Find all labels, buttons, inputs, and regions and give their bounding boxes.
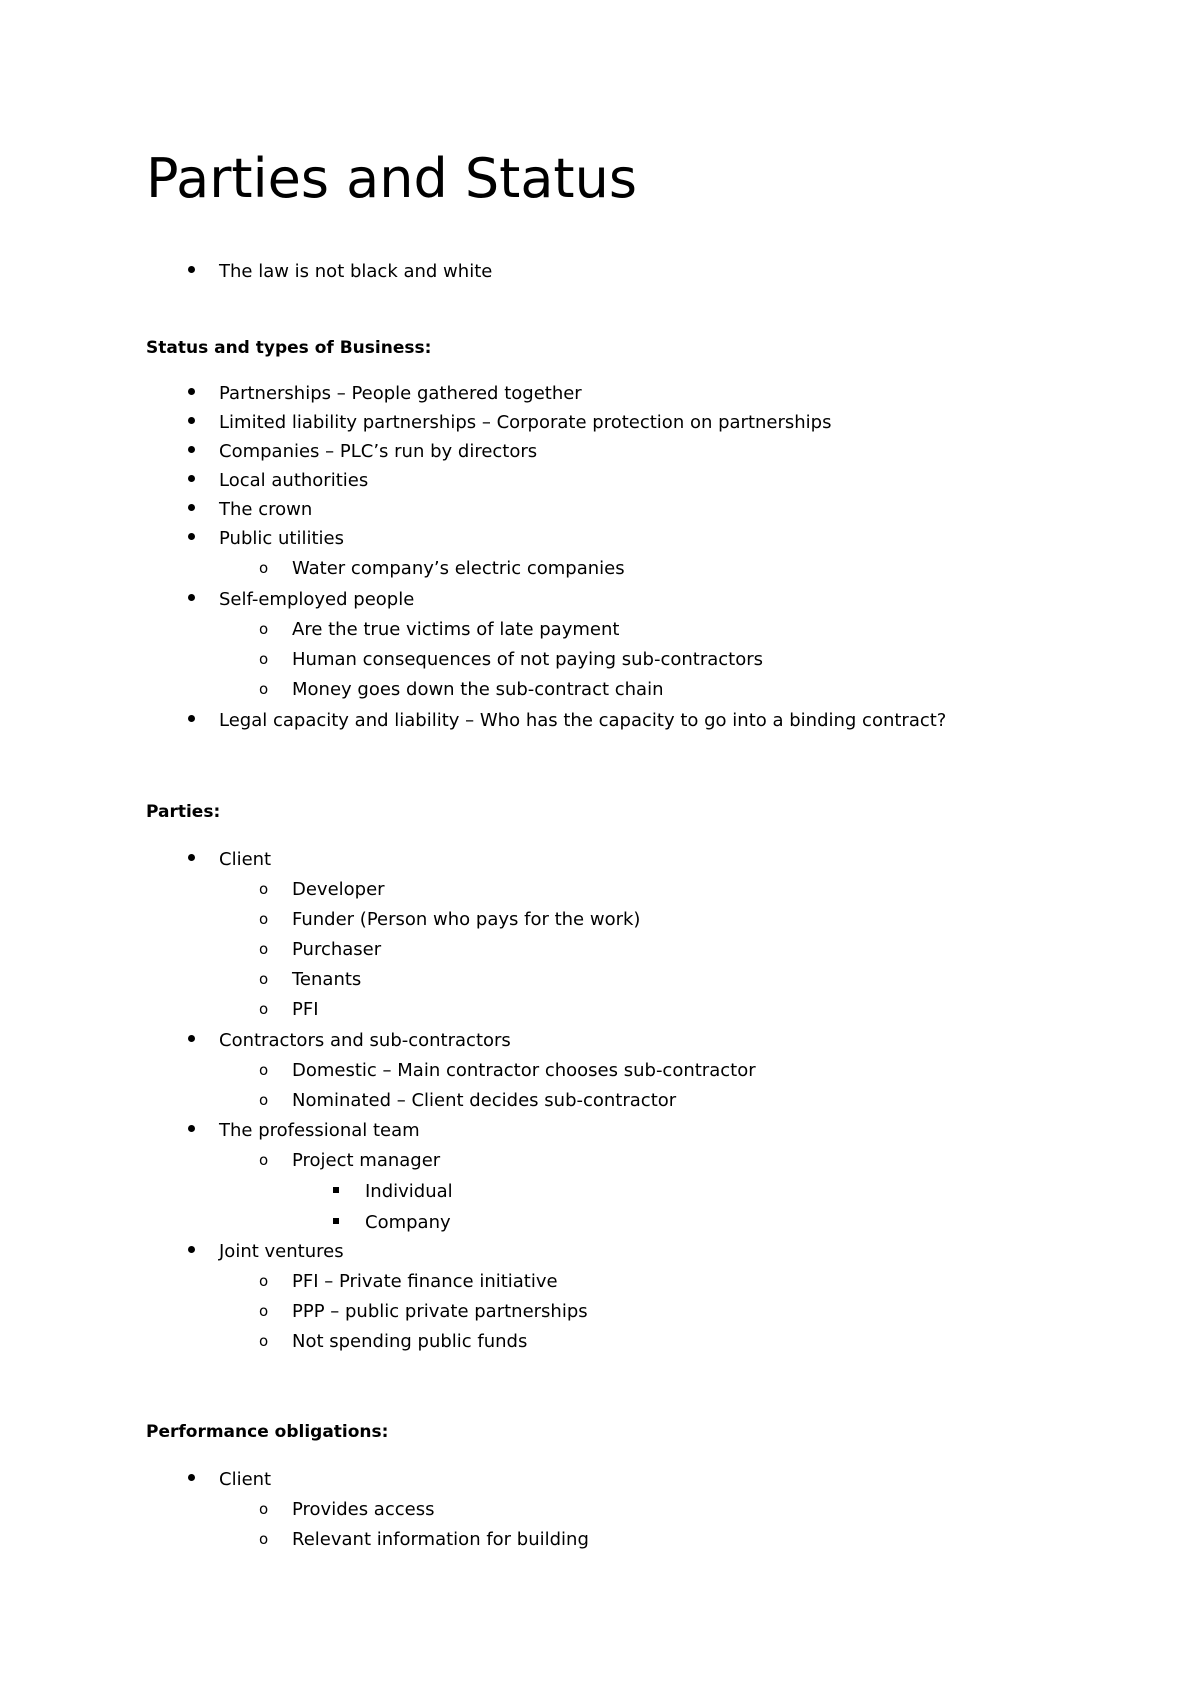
list-item: Domestic – Main contractor chooses sub-contractor xyxy=(292,1060,756,1081)
list-item: Contractors and sub-contractors xyxy=(219,1030,511,1051)
hollow-bullet-icon: o xyxy=(259,910,269,928)
bullet-icon xyxy=(188,533,195,540)
hollow-bullet-icon: o xyxy=(259,680,269,698)
hollow-bullet-icon: o xyxy=(259,1302,269,1320)
hollow-bullet-icon: o xyxy=(259,940,269,958)
list-item: PPP – public private partnerships xyxy=(292,1301,588,1322)
hollow-bullet-icon: o xyxy=(259,650,269,668)
hollow-bullet-icon: o xyxy=(259,970,269,988)
hollow-bullet-icon: o xyxy=(259,1272,269,1290)
list-item: Relevant information for building xyxy=(292,1529,589,1550)
list-item: Money goes down the sub-contract chain xyxy=(292,679,664,700)
bullet-icon xyxy=(188,1246,195,1253)
list-item: Provides access xyxy=(292,1499,435,1520)
list-item: Companies – PLC’s run by directors xyxy=(219,441,538,462)
bullet-icon xyxy=(188,475,195,482)
bullet-icon xyxy=(188,1474,195,1481)
hollow-bullet-icon: o xyxy=(259,880,269,898)
list-item: Funder (Person who pays for the work) xyxy=(292,909,641,930)
hollow-bullet-icon: o xyxy=(259,559,269,577)
hollow-bullet-icon: o xyxy=(259,1500,269,1518)
list-item: Tenants xyxy=(292,969,362,990)
list-item: Not spending public funds xyxy=(292,1331,528,1352)
list-item: The professional team xyxy=(219,1120,420,1141)
bullet-icon xyxy=(188,417,195,424)
list-item: Public utilities xyxy=(219,528,344,549)
bullet-icon xyxy=(188,446,195,453)
list-item: PFI – Private finance initiative xyxy=(292,1271,558,1292)
hollow-bullet-icon: o xyxy=(259,1151,269,1169)
list-item: Client xyxy=(219,1469,272,1490)
bullet-icon xyxy=(188,266,195,273)
list-item: Purchaser xyxy=(292,939,382,960)
bullet-icon xyxy=(188,715,195,722)
bullet-icon xyxy=(188,1125,195,1132)
bullet-icon xyxy=(188,1035,195,1042)
bullet-icon xyxy=(188,504,195,511)
list-item: Company xyxy=(365,1212,451,1233)
bullet-icon xyxy=(188,594,195,601)
list-item: The crown xyxy=(219,499,313,520)
list-item: Are the true victims of late payment xyxy=(292,619,620,640)
list-item: Partnerships – People gathered together xyxy=(219,383,582,404)
section-heading-parties: Parties: xyxy=(146,802,221,822)
hollow-bullet-icon: o xyxy=(259,620,269,638)
bullet-icon xyxy=(188,854,195,861)
list-item: Water company’s electric companies xyxy=(292,558,625,579)
list-item: Self-employed people xyxy=(219,589,415,610)
square-bullet-icon xyxy=(333,1187,339,1193)
list-item: Limited liability partnerships – Corporate protection on partnerships xyxy=(219,412,832,433)
intro-bullet: The law is not black and white xyxy=(219,261,493,282)
list-item: Project manager xyxy=(292,1150,441,1171)
list-item: Joint ventures xyxy=(219,1241,344,1262)
hollow-bullet-icon: o xyxy=(259,1530,269,1548)
list-item: Individual xyxy=(365,1181,453,1202)
page-title: Parties and Status xyxy=(146,147,637,210)
list-item: Client xyxy=(219,849,272,870)
bullet-icon xyxy=(188,388,195,395)
hollow-bullet-icon: o xyxy=(259,1000,269,1018)
list-item: Developer xyxy=(292,879,385,900)
list-item: Human consequences of not paying sub-contractors xyxy=(292,649,763,670)
list-item: Legal capacity and liability – Who has the capacity to go into a binding contract? xyxy=(219,710,947,731)
square-bullet-icon xyxy=(333,1218,339,1224)
list-item: Local authorities xyxy=(219,470,369,491)
section-heading-performance: Performance obligations: xyxy=(146,1422,389,1442)
list-item: Nominated – Client decides sub-contractor xyxy=(292,1090,677,1111)
section-heading-status: Status and types of Business: xyxy=(146,338,432,358)
hollow-bullet-icon: o xyxy=(259,1061,269,1079)
hollow-bullet-icon: o xyxy=(259,1332,269,1350)
list-item: PFI xyxy=(292,999,319,1020)
hollow-bullet-icon: o xyxy=(259,1091,269,1109)
